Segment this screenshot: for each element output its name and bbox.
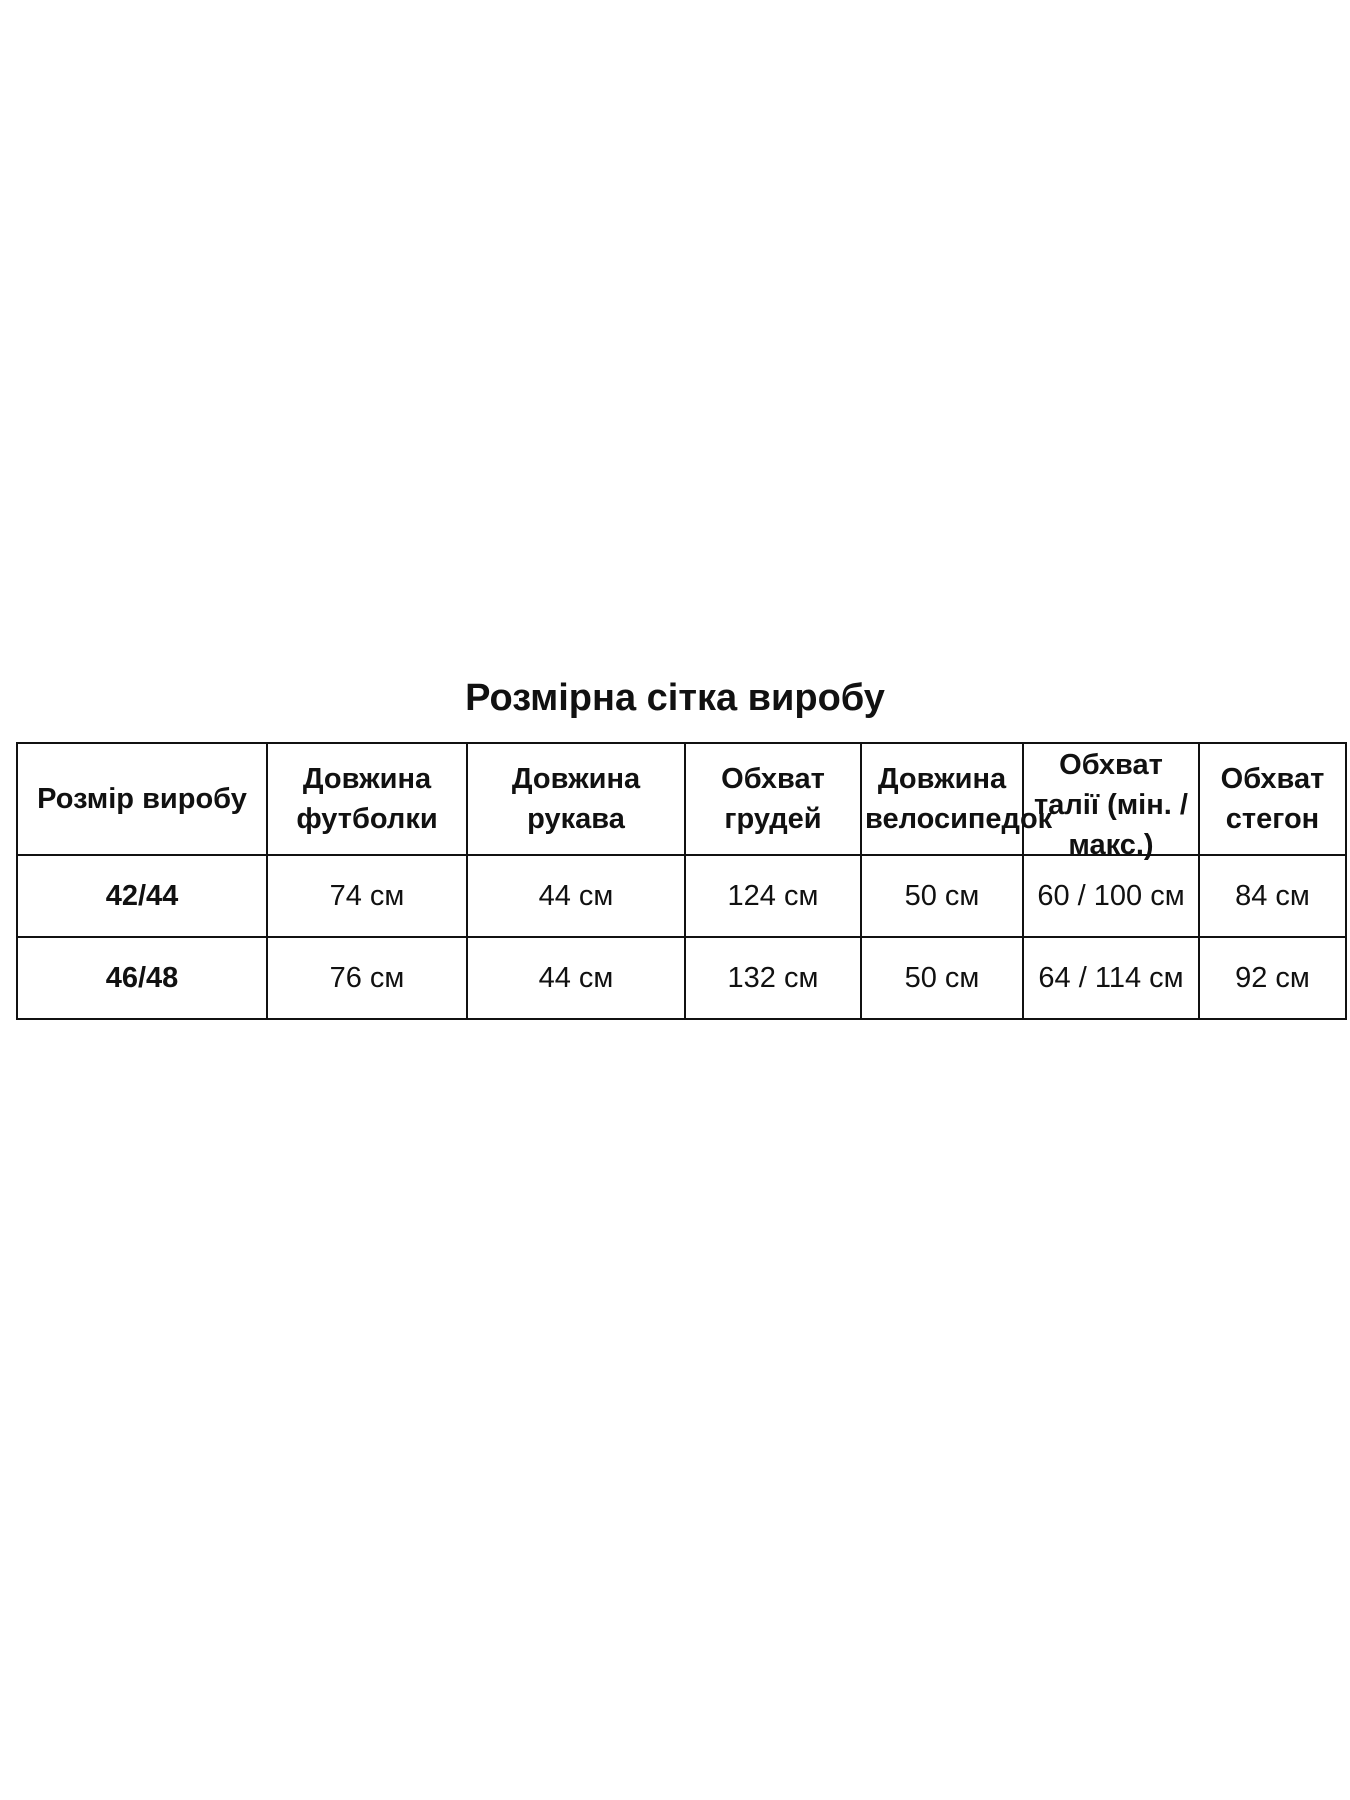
table-cell: 76 см	[267, 937, 467, 1019]
table-header-row	[17, 743, 1346, 855]
size-chart-table	[16, 742, 1347, 1020]
header-size: Розмір виробу	[17, 743, 267, 855]
table-cell: 50 см	[861, 855, 1023, 937]
header-sleeve-length: Довжина рукава	[467, 743, 685, 855]
table-cell: 44 см	[467, 937, 685, 1019]
header-tshirt-length: Довжина футболки	[267, 743, 467, 855]
header-chest: Обхват грудей	[685, 743, 861, 855]
header-shorts-length: Довжина велосипедок	[861, 743, 1023, 855]
table-cell: 124 см	[685, 855, 861, 937]
table-cell: 64 / 114 см	[1023, 937, 1199, 1019]
page-title: Розмірна сітка виробу	[465, 677, 885, 719]
table-cell: 74 см	[267, 855, 467, 937]
header-waist: Обхват талії (мін. / макс.)	[1023, 743, 1199, 855]
table-cell: 92 см	[1199, 937, 1346, 1019]
table-cell: 84 см	[1199, 855, 1346, 937]
table-cell-size: 42/44	[17, 855, 267, 937]
table-cell: 60 / 100 см	[1023, 855, 1199, 937]
table-cell: 132 см	[685, 937, 861, 1019]
header-hips: Обхват стегон	[1199, 743, 1346, 855]
table-row	[17, 855, 1346, 937]
table-cell-size: 46/48	[17, 937, 267, 1019]
table-row	[17, 937, 1346, 1019]
table-cell: 50 см	[861, 937, 1023, 1019]
table-cell: 44 см	[467, 855, 685, 937]
